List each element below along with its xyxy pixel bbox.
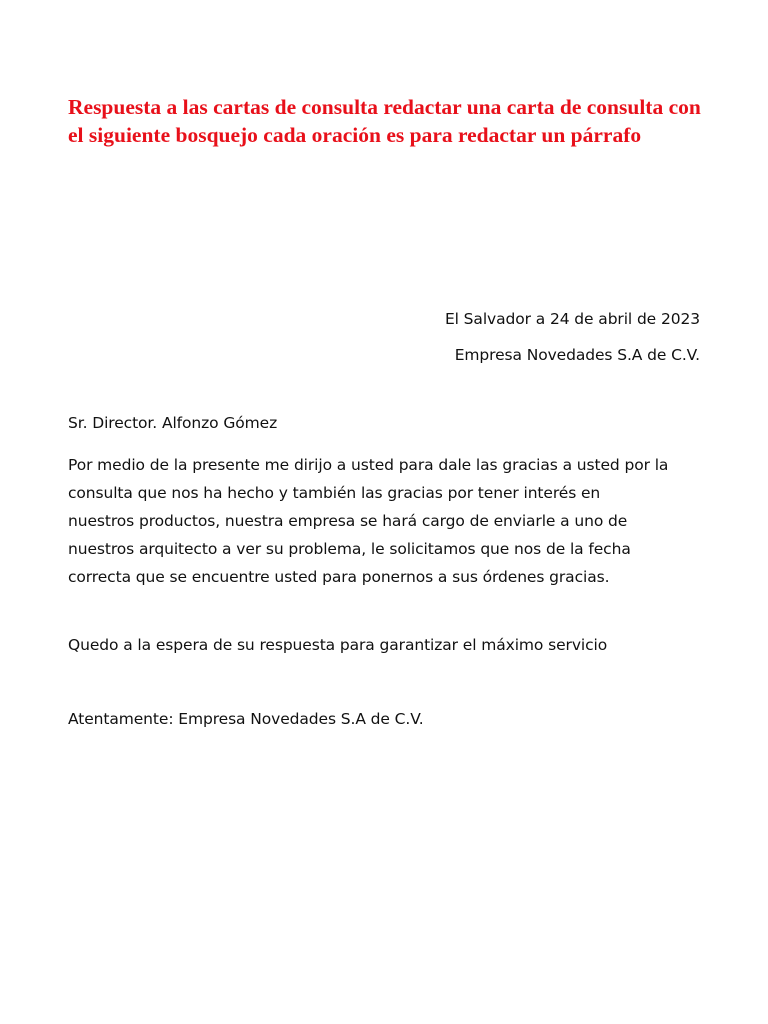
date-line: El Salvador a 24 de abril de 2023 <box>444 310 700 328</box>
letter-body-paragraph <box>68 451 708 591</box>
recipient-greeting: Sr. Director. Alfonzo Gómez <box>68 414 278 432</box>
document-title: Respuesta a las cartas de consulta redactar una carta de consulta con el siguiente bosquejo cada oración es para redactar un párrafo <box>68 95 701 147</box>
paragraph-line: correcta que se encuentre usted para ponernos a sus órdenes gracias. <box>68 568 610 586</box>
paragraph-line: Por medio de la presente me dirijo a usted para dale las gracias a usted por la <box>68 456 669 474</box>
paragraph-line: nuestros productos, nuestra empresa se hará cargo de enviarle a uno de <box>68 512 628 530</box>
closing-statement: Quedo a la espera de su respuesta para garantizar el máximo servicio <box>68 636 608 654</box>
signature-line: Atentamente: Empresa Novedades S.A de C.V. <box>68 710 424 728</box>
sender-company: Empresa Novedades S.A de C.V. <box>454 346 700 364</box>
paragraph-line: nuestros arquitecto a ver su problema, le solicitamos que nos de la fecha <box>68 540 631 558</box>
paragraph-line: consulta que nos ha hecho y también las gracias por tener interés en <box>68 484 601 502</box>
